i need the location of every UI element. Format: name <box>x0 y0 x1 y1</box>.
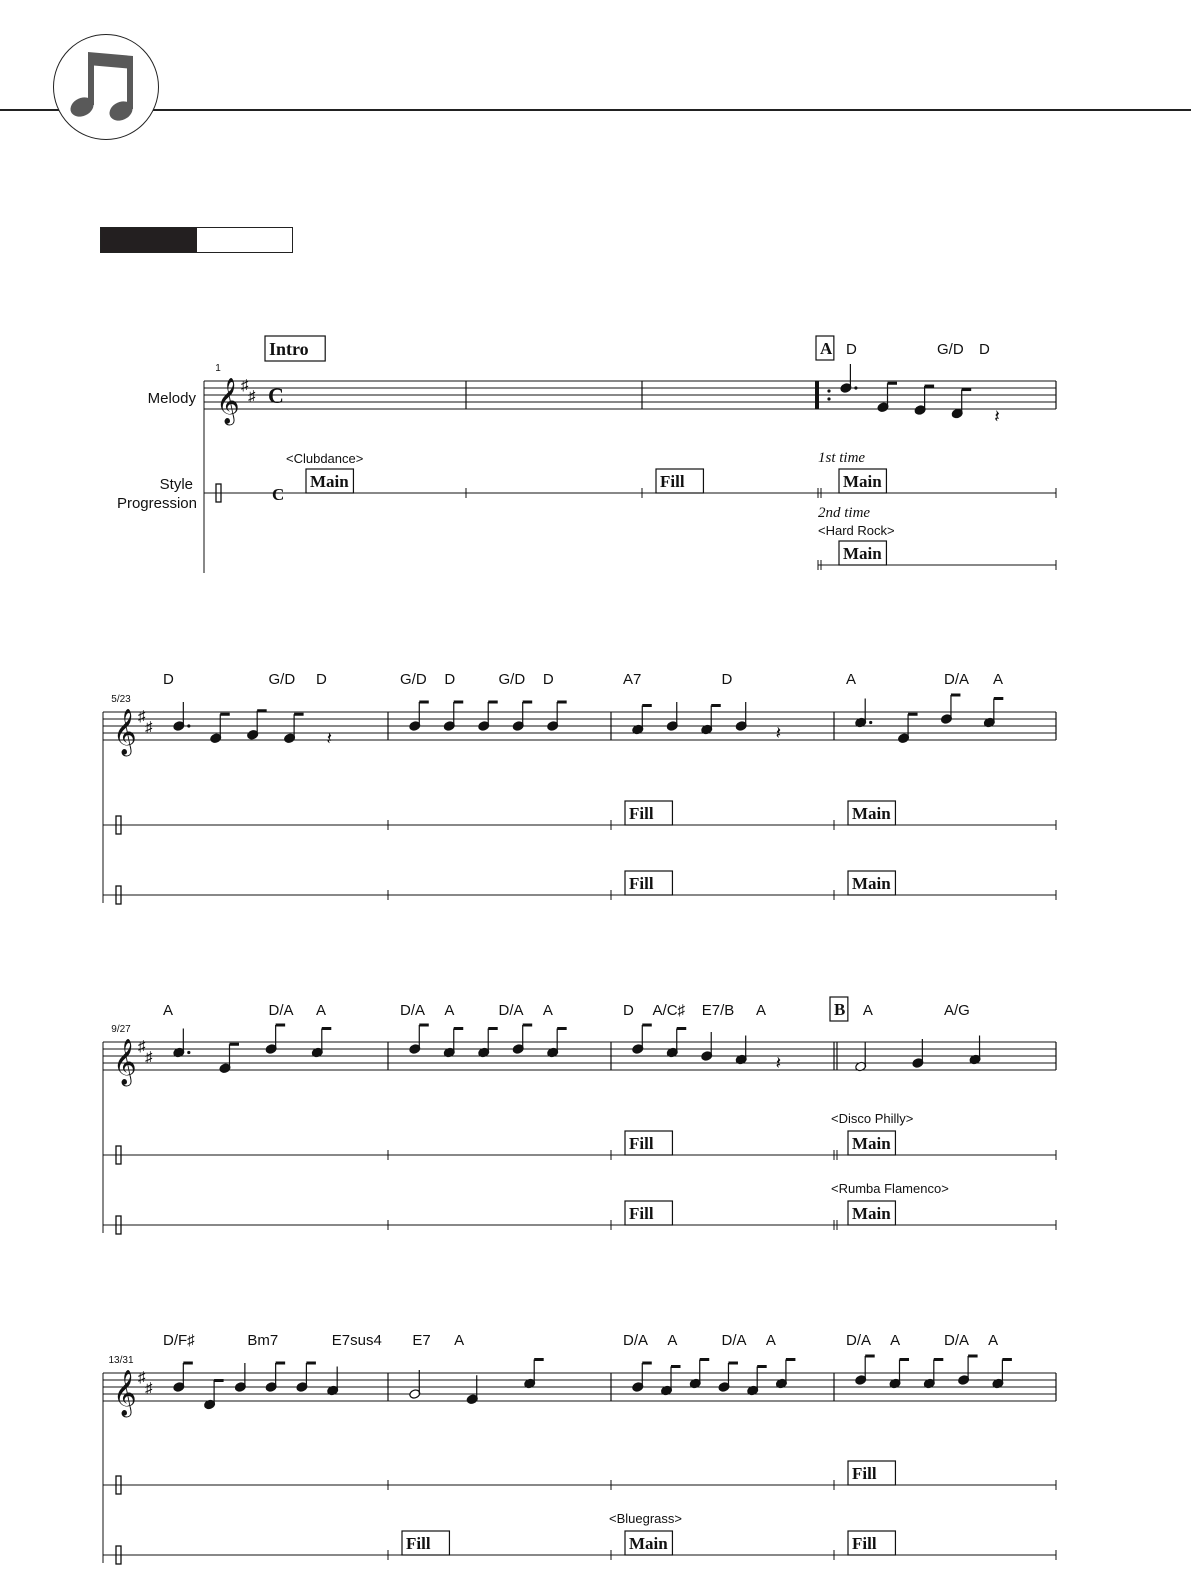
system-1-sharp-f-icon: ♯ <box>241 378 249 394</box>
system-2-measure-number: 5/23 <box>111 694 131 705</box>
system-2-chord-7: D <box>542 671 554 688</box>
system-3-track-2-marker-2-style-name: <Rumba Flamenco> <box>831 1181 949 1196</box>
system-4-chord-1: D/F♯ <box>163 1332 195 1349</box>
system-1-section-a-label: A <box>820 339 833 359</box>
system-2-chord-12: A <box>993 671 1004 688</box>
system-3-track-2-marker-2-label: Main <box>852 1204 891 1224</box>
system-2-track-2-marker-1 <box>625 871 672 895</box>
system-4-track-2-marker-2-style-name: <Bluegrass> <box>609 1511 682 1526</box>
system-4-sharp-c-icon: ♯ <box>145 1381 153 1397</box>
system-1-chord-1: D <box>846 341 857 358</box>
system-2-chord-10: A <box>846 671 857 688</box>
system-4-track-1-marker-1 <box>848 1461 895 1485</box>
system-3-track-2-marker-1-label: Fill <box>629 1204 654 1224</box>
system-1-section-intro-label: Intro <box>269 339 309 360</box>
repeat-start-thick-bar <box>815 381 819 409</box>
system-1-track-2-marker-1-style-name: <Hard Rock> <box>818 523 895 538</box>
system-2-chord-11: D/A <box>944 671 970 688</box>
system-3-track-2-marker-1 <box>625 1201 672 1225</box>
system-2-chord-5: D <box>444 671 456 688</box>
system-1-sharp-c-icon: ♯ <box>248 389 256 405</box>
system-1-track-2-marker-1-label: Main <box>843 544 882 564</box>
system-4-chord-11: A <box>890 1332 901 1349</box>
system-2-chord-2: G/D <box>268 671 296 688</box>
system-4-chord-9: A <box>765 1332 776 1349</box>
system-3-track-1-marker-2-label: Main <box>852 1134 891 1154</box>
system-4-sharp-f-icon: ♯ <box>138 1370 146 1386</box>
system-3-track-1-marker-2-style-name: <Disco Philly> <box>831 1111 914 1126</box>
system-2-rest-icon: 𝄽 <box>326 728 333 749</box>
system-1-chord-2: G/D <box>937 341 964 358</box>
system-2-track-1-marker-1-label: Fill <box>629 804 654 824</box>
system-4-track-2-marker-3-label: Fill <box>852 1534 877 1554</box>
system-2-track-1-marker-2 <box>848 801 895 825</box>
system-4-track-1-marker-1-label: Fill <box>852 1464 877 1484</box>
system-2-chord-1: D <box>163 671 174 688</box>
system-3-section-b-label: B <box>834 1000 846 1020</box>
system-1-common-time-icon: C <box>268 383 284 408</box>
system-4-chord-5: A <box>454 1332 465 1349</box>
system-4-track-2-marker-3 <box>848 1531 895 1555</box>
system-3-rest-icon: 𝄽 <box>775 1053 782 1073</box>
system-4-chord-7: A <box>667 1332 678 1349</box>
system-1-rest-icon: 𝄽 <box>994 406 1000 427</box>
system-4-chord-10: D/A <box>846 1332 872 1349</box>
system-3-chord-6: D/A <box>498 1002 524 1019</box>
system-4-track-2-marker-1 <box>402 1531 449 1555</box>
system-3-chord-4: D/A <box>400 1002 426 1019</box>
system-4-track-2-marker-1-label: Fill <box>406 1534 431 1554</box>
progression-label: Progression <box>116 495 197 512</box>
system-1-note-dot <box>854 386 857 389</box>
system-1-chord-3: D <box>979 341 990 358</box>
system-4-track-2-marker-2 <box>625 1531 672 1555</box>
system-1-track-1-marker-2-label: Fill <box>660 472 685 492</box>
system-2-track-1-marker-1 <box>625 801 672 825</box>
system-2-track-2-marker-2 <box>848 871 895 895</box>
system-1-track-1-marker-3 <box>839 469 886 493</box>
system-1-track-2-marker-1-repeat-note: 2nd time <box>818 505 871 521</box>
system-1-track-1-common-time-icon: C <box>272 485 285 504</box>
system-4-chord-2: Bm7 <box>247 1332 279 1349</box>
system-3-track-1-marker-1 <box>625 1131 672 1155</box>
system-3-sharp-c-icon: ♯ <box>145 1050 153 1066</box>
system-2-note-dot <box>869 721 872 724</box>
system-1-section-intro <box>265 336 325 361</box>
system-2-chord-4: G/D <box>400 671 427 688</box>
system-2-treble-clef-icon: 𝄞 <box>113 709 137 754</box>
system-1-section-a <box>816 336 834 360</box>
repeat-dot <box>827 397 830 400</box>
system-4-chord-13: A <box>988 1332 999 1349</box>
system-3-chord-12: A <box>862 1002 873 1019</box>
system-4-chord-12: D/A <box>944 1332 970 1349</box>
system-2-rest-icon: 𝄽 <box>775 723 782 743</box>
system-1-track-1-marker-3-label: Main <box>843 472 882 492</box>
system-3-chord-3: A <box>315 1002 326 1019</box>
system-2-chord-9: D <box>721 671 733 688</box>
system-2-track-2-marker-1-label: Fill <box>629 874 654 894</box>
system-4-track-2-marker-2-label: Main <box>629 1534 668 1554</box>
repeat-dot <box>827 389 830 392</box>
system-2-sharp-c-icon: ♯ <box>145 720 153 736</box>
system-4-chord-6: D/A <box>623 1332 649 1349</box>
system-1-track-1-marker-1-label: Main <box>310 472 349 492</box>
system-4-measure-number: 13/31 <box>108 1355 134 1366</box>
system-2-note-dot <box>187 724 190 727</box>
system-2-chord-8: A7 <box>623 671 642 688</box>
system-4-chord-3: E7sus4 <box>331 1332 382 1349</box>
system-3-section-b <box>830 997 848 1021</box>
system-3-chord-13: A/G <box>944 1002 970 1019</box>
system-4-chord-8: D/A <box>721 1332 747 1349</box>
system-1-track-1-marker-2 <box>656 469 703 493</box>
melody-label: Melody <box>147 390 196 407</box>
system-3-chord-5: A <box>444 1002 455 1019</box>
system-1-track-2-marker-1 <box>839 541 886 565</box>
system-1-track-1-marker-1 <box>306 469 353 493</box>
system-3-sharp-f-icon: ♯ <box>138 1039 146 1055</box>
system-1-measure-number: 1 <box>215 363 221 374</box>
system-3-track-1-marker-1-label: Fill <box>629 1134 654 1154</box>
system-2-chord-3: D <box>315 671 327 688</box>
system-4-treble-clef-icon: 𝄞 <box>113 1370 137 1415</box>
system-3-chord-10: E7/B <box>701 1002 735 1019</box>
system-3-note-dot <box>187 1051 190 1054</box>
system-1-track-1-marker-3-repeat-note: 1st time <box>818 450 866 466</box>
style-label: Style <box>159 476 193 493</box>
system-1-treble-clef-icon: 𝄞 <box>216 378 240 423</box>
system-3-chord-1: A <box>163 1002 174 1019</box>
system-2-track-1-marker-2-label: Main <box>852 804 891 824</box>
system-3-chord-9: A/C♯ <box>652 1002 686 1019</box>
system-3-track-1-marker-2 <box>848 1131 895 1155</box>
system-3-chord-7: A <box>542 1002 553 1019</box>
system-3-treble-clef-icon: 𝄞 <box>113 1039 137 1084</box>
system-3-measure-number: 9/27 <box>111 1024 131 1035</box>
system-1-track-1-marker-1-style-name: <Clubdance> <box>286 451 364 466</box>
system-2-sharp-f-icon: ♯ <box>138 709 146 725</box>
system-3-track-2-marker-2 <box>848 1201 895 1225</box>
system-3-chord-2: D/A <box>268 1002 294 1019</box>
system-2-track-2-marker-2-label: Main <box>852 874 891 894</box>
system-3-chord-8: D <box>623 1002 634 1019</box>
system-4-chord-4: E7 <box>412 1332 431 1349</box>
system-2-chord-6: G/D <box>498 671 526 688</box>
system-3-chord-11: A <box>755 1002 766 1019</box>
